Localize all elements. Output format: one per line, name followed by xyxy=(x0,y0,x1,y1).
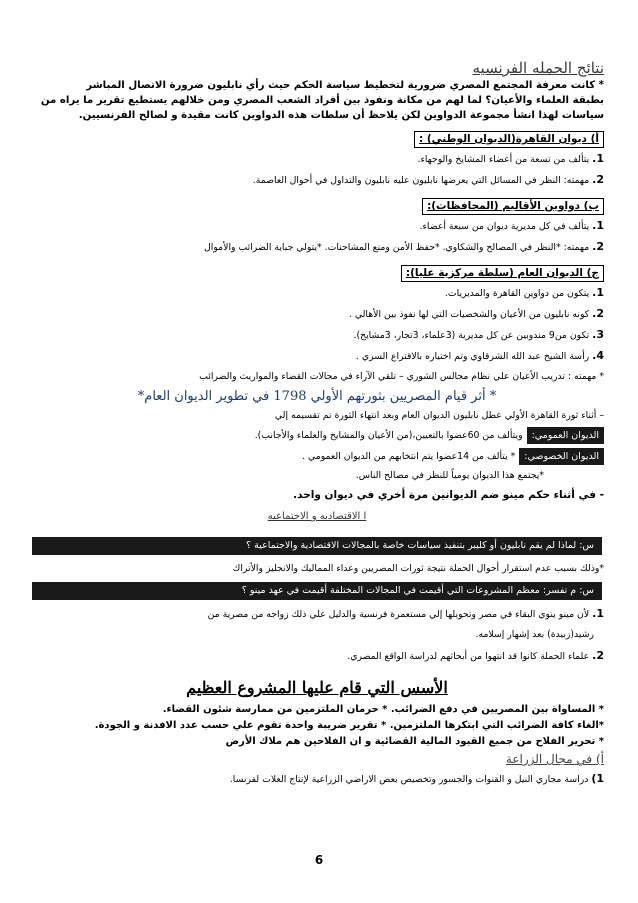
page-number: 6 xyxy=(314,853,324,867)
private-diwan-row: الديوان الخصوصي:* يتألف من 14عضوا يتم انتخابهم من الديوان العمومي . xyxy=(30,446,604,467)
menou-line: - في أثناء حكم مينو ضم الديوانين مرة أخري في ديوان واحد. xyxy=(293,489,604,501)
revolution-line-1: – أثناء ثورة القاهرة الأولي عطل نابليون الديوان العام وبعد انتهاء الثورة تم تقسيمه إلي xyxy=(274,410,604,421)
section-a-item-2: 2. مهمته: النظر في المسائل التي يعرضها نابليون عليه نابليون والتداول في أحوال العاصمة. xyxy=(252,173,604,186)
public-diwan-label: الديوان العمومي: xyxy=(527,427,604,444)
foundations-title: الأسس التي قام عليها المشروع العظيم xyxy=(186,678,448,697)
answer-1: *وذلك بسبب عدم استقرار أحوال الحملة نتيجة ثورات المصريين وعداء المماليك والانجليز والأتراك xyxy=(232,563,604,574)
section-a-heading: أ) ديوان القاهرة(الديوان الوطني) : xyxy=(30,127,604,148)
section-c-item-4: 4. رأسة الشيخ عبد الله الشرقاوي وتم اختياره بالاقتراع السري . xyxy=(355,349,604,362)
intro-line-1: * كانت معرفة المجتمع المصري ضرورية لتخطيط سياسة الحكم حيث رأي نابليون ضرورة الاتصال المباشر xyxy=(86,80,604,91)
agriculture-heading: أ) في مجال الزراعة xyxy=(505,752,604,766)
intro-line-3: سياسات لهذا انشأ مجموعة الدواوين لكن يلاحظ أن سلطات هذه الدواوين كانت مقيدة و لصالح الفرنسيين. xyxy=(78,110,604,121)
foundation-line-2: *الغاء كافة الضرائب التي ابتكرها الملتزمين. * تقرير ضريبة واحدة تقوم علي حسب عدد الافدنة و الجودة. xyxy=(94,720,604,731)
section-b-item-1: 1. يتألف في كل مديرية ديوان من سبعة أعضاء. xyxy=(419,219,604,232)
question-2-bar: س: م تفسر: معظم المشروعات التي أقيمت في المجالات المختلفة أقيمت في عهد مينو ؟ xyxy=(32,582,602,600)
agriculture-item-1: 1) دراسة مجاري النيل و القنوات والجسور وتخصيص بعض الاراضي الزراعية لإنتاج الغلات لفرنسا. xyxy=(229,772,604,785)
section-c-heading: ج) الديوان العام (سلطة مركزية عليا): xyxy=(30,261,604,282)
economic-heading: ا الاقتصاديه و الاجتماعيه xyxy=(267,511,367,522)
section-b-heading: ب) دواوين الأقاليم (المحافظات): xyxy=(30,194,604,215)
section-b-item-2: 2. مهمته: *النظر في المصالح والشكاوي. *حفظ الأمن ومنع المشاحنات. *يتولي جباية الضرائب والأموال xyxy=(204,240,604,253)
intro-line-2: بطبقة العلماء والأعيان؟ لما لهم من مكانة ونفوذ بين أفراد الشعب المصري ومن خلالهم يستطيع تقرير ما يراه من xyxy=(40,95,604,106)
public-diwan-row: الديوان العمومي:ويتألف من 60عضوا بالتعيين،(من الأعيان والمشايخ والعلماء والأجانب). xyxy=(30,425,604,446)
section-a-item-1: 1. يتألف من تسعة من أعضاء المشايخ والوجهاء. xyxy=(417,152,604,165)
reason-1: 1. لأن مينو ينوي البقاء في مصر وتحويلها إلي مستعمرة فرنسية والدليل علي ذلك زواجه من مصرية من xyxy=(207,607,604,620)
page-title: نتائج الحمله الفرنسيه xyxy=(472,59,604,77)
foundation-line-3: * تحرير الفلاح من جميع القيود المالية القضائية و ان الفلاحين هم ملاك الأرض xyxy=(225,736,604,747)
section-c-note: * مهمته : تدريب الأعيان علي نظام مجالس الشوري – تلقي الآراء في مجالات القضاء والمواريث والضرائب xyxy=(199,371,604,382)
revolution-heading: * أثر قيام المصريين بثورتهم الأولي 1798 في تطوير الديوان العام* xyxy=(137,389,497,404)
private-diwan-label: الديوان الخصوصي: xyxy=(519,448,604,465)
section-c-item-3: 3. تكون من9 مندوبين عن كل مديرية (3علماء، 3تجار، 3مشايخ). xyxy=(353,328,604,341)
foundation-line-1: * المساواة بين المصريين في دفع الضرائب. * حرمان الملتزمين من ممارسة شئون القضاء. xyxy=(162,704,604,715)
reason-1-cont: رشيد(زبيدة) بعد إشهار إسلامه. xyxy=(475,629,594,640)
section-c-item-1: 1. يتكون من دواوين القاهرة والمديريات. xyxy=(444,286,604,299)
private-diwan-note: *يجتمع هذا الديوان يومياً للنظر في مصالح الناس. xyxy=(355,470,544,481)
reason-2: 2. علماء الحملة كانوا قد انتهوا من أبحاثهم لدراسة الواقع المصري. xyxy=(347,649,604,662)
question-1-bar: س: لماذا لم يقم نابليون أو كليبر بتنفيذ سياسات خاصة بالمجالات الاقتصادية والاجتماعية ؟ xyxy=(32,537,602,555)
section-c-item-2: 2. كونه نابليون من الأعيان والشخصيات التي لها نفوذ بين الأهالي . xyxy=(348,307,604,320)
